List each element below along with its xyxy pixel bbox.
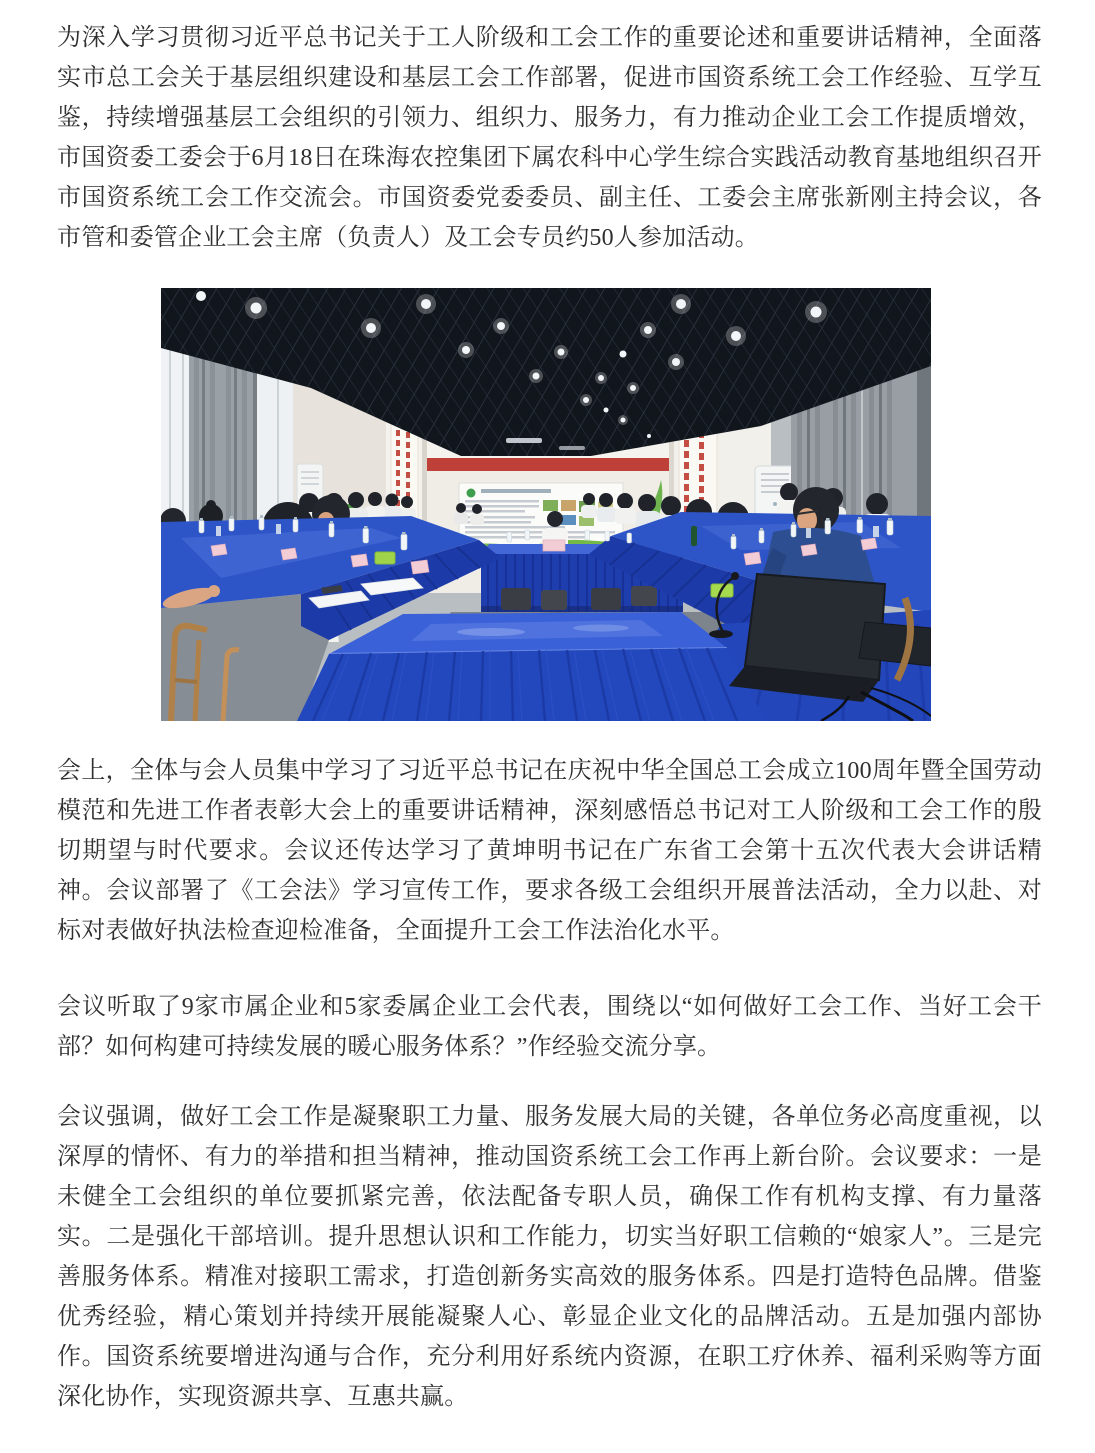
laptop-corner	[859, 622, 931, 666]
paragraph-sharing: 会议听取了9家市属企业和5家委属企业工会代表，围绕以“如何做好工会工作、当好工会干部？如何构建可持续发展的暖心服务体系？”作经验交流分享。	[57, 994, 1042, 1060]
meeting-photo	[161, 288, 931, 721]
tissue-box	[375, 552, 395, 564]
paragraph-study: 会上，全体与会人员集中学习了习近平总书记在庆祝中华全国总工会成立100周年暨全国劳动模范和先进工作者表彰大会上的重要讲话精神，深刻感悟总书记对工人阶级和工会工作的殷切期望与时代要求。会议还传达学习了黄坤明书记在广东省工会第十五次代表大会讲话精神。会议部署了《工会法》学习宣传工作，要求各级工会组织开展普法活动，全力以赴、对标对表做好执法检查迎检准备，全面提升工会工作法治化水平。	[57, 758, 1042, 944]
paragraph-requirements: 会议强调，做好工会工作是凝聚职工力量、服务发展大局的关键，各单位务必高度重视，以深厚的情怀、有力的举措和担当精神，推动国资系统工会工作再上新台阶。会议要求：一是未健全工会组织的单位要抓紧完善，依法配备专职人员，确保工作有机构支撑、有力量落实。二是强化干部培训。提升思想认识和工作能力，切实当好职工信赖的“娘家人”。三是完善服务体系。精准对接职工需求，打造创新务实高效的服务体系。四是打造特色品牌。借鉴优秀经验，精心策划并持续开展能凝聚人心、彰显企业文化的品牌活动。五是加强内部协作。国资系统要增进沟通与合作，充分利用好系统内资源，在职工疗休养、福利采购等方面深化协作，实现资源共享、互惠共赢。	[57, 1104, 1042, 1410]
paragraph-intro: 为深入学习贯彻习近平总书记关于工人阶级和工会工作的重要论述和重要讲话精神，全面落实市总工会关于基层组织建设和基层工会工作部署，促进市国资系统工会工作经验、互学互鉴，持续增强基层工会组织的引领力、组织力、服务力，有力推动企业工会工作提质增效，市国资委工委会于6月18日在珠海农控集团下属农科中心学生综合实践活动教育基地组织召开市国资系统工会工作交流会。市国资委党委委员、副主任、工委会主席张新刚主持会议，各市管和委管企业工会主席（负责人）及工会专员约50人参加活动。	[57, 25, 1042, 251]
board-logo	[467, 489, 476, 498]
